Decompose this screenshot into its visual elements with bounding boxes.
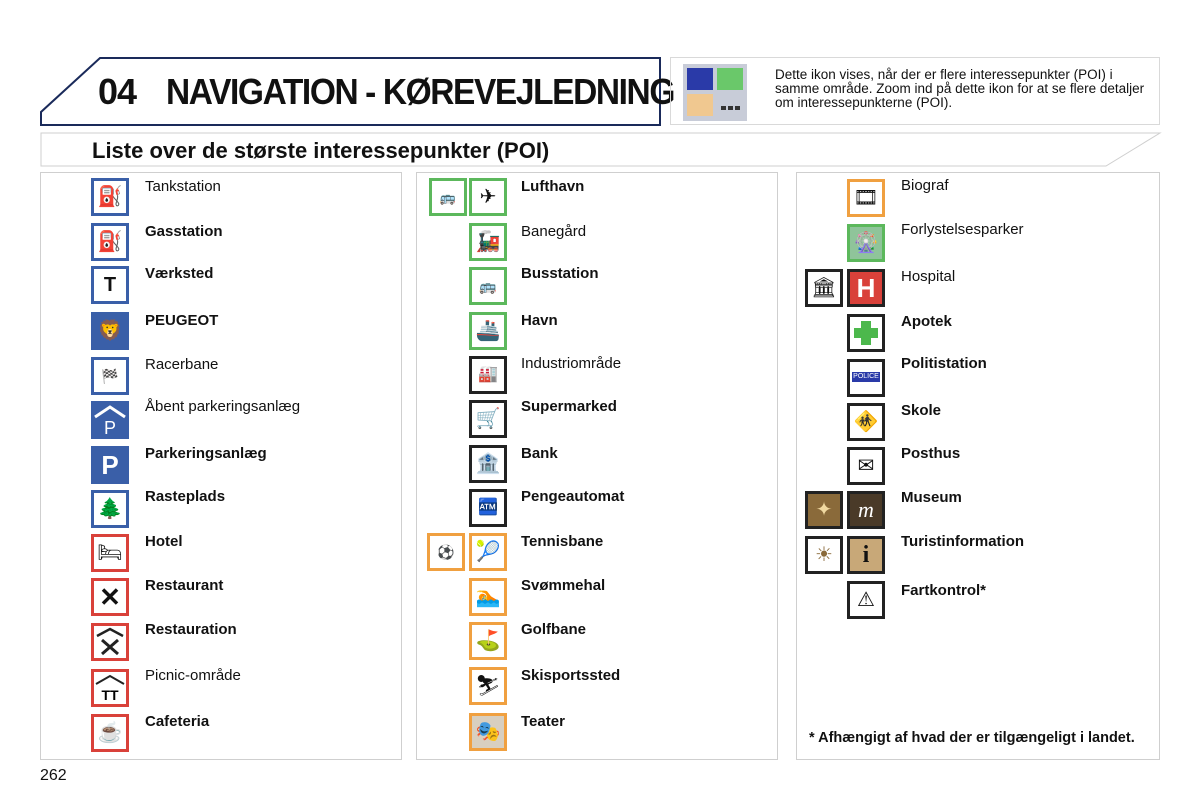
- poi-label: Gasstation: [145, 223, 223, 240]
- poi-label: Bank: [521, 445, 558, 462]
- wrench-icon: T: [91, 266, 129, 304]
- poi-label: Tennisbane: [521, 533, 604, 550]
- industry-icon: 🏭: [469, 356, 507, 394]
- footnote: * Afhængigt af hvad der er tilgængeligt i landet.: [809, 730, 1135, 746]
- poi-label: PEUGEOT: [145, 312, 219, 329]
- poi-label: Racerbane: [145, 356, 219, 373]
- tourist-info-icon: i: [847, 536, 885, 574]
- poi-label: Skole: [901, 402, 942, 419]
- poi-label: Pengeautomat: [521, 488, 625, 505]
- bank-icon: 🏦: [469, 445, 507, 483]
- poi-label: Museum: [901, 489, 962, 506]
- swimmer-icon: 🏊: [469, 578, 507, 616]
- pharmacy-cross-icon: [847, 314, 885, 352]
- poi-label: Busstation: [521, 265, 599, 282]
- envelope-icon: ✉: [847, 447, 885, 485]
- page-number: 262: [40, 767, 67, 784]
- poi-label: Svømmehal: [521, 577, 606, 594]
- hospital-icon: H: [847, 269, 885, 307]
- chapter-number: 04: [98, 71, 137, 112]
- police-label: POLICE: [853, 373, 879, 380]
- poi-label: Banegård: [521, 223, 587, 240]
- picnic-icon: [91, 669, 129, 707]
- skier-icon: ⛷: [469, 667, 507, 705]
- chapter-title: NAVIGATION - KØREVEJLEDNING: [166, 71, 674, 112]
- bus-icon: 🚌: [469, 267, 507, 305]
- bed-icon: 🛏: [91, 534, 129, 572]
- atm-icon: 🏧: [469, 489, 507, 527]
- airplane-icon: ✈: [469, 178, 507, 216]
- poi-label: Rasteplads: [145, 488, 226, 505]
- poi-label: Skisportssted: [521, 667, 621, 684]
- poi-label: Fartkontrol*: [901, 582, 987, 599]
- poi-label: Havn: [521, 312, 558, 329]
- theater-icon: 🎭: [469, 713, 507, 751]
- poi-multi-icon: [683, 64, 747, 121]
- poi-column-2: [416, 172, 778, 760]
- race-track-icon: 🏁: [91, 357, 129, 395]
- poi-label: Golfbane: [521, 621, 587, 638]
- police-icon: [847, 359, 885, 397]
- parking-icon: P: [91, 446, 129, 484]
- poi-label: Åbent parkeringsanlæg: [145, 398, 301, 415]
- cutlery-icon: ✕: [91, 578, 129, 616]
- peugeot-lion-icon: 🦁: [91, 312, 129, 350]
- cinema-film-icon: 🎞: [847, 179, 885, 217]
- info-box: [670, 57, 1160, 125]
- poi-label: Lufthavn: [521, 178, 585, 195]
- coffee-cup-icon: ☕: [91, 714, 129, 752]
- poi-label: Tankstation: [145, 178, 221, 195]
- poi-label: Picnic-område: [145, 667, 241, 684]
- svg-text:P: P: [103, 418, 117, 438]
- poi-label: Biograf: [901, 177, 949, 194]
- poi-label: Restaurant: [145, 577, 224, 594]
- poi-column-1: [40, 172, 402, 760]
- poi-label: Apotek: [901, 313, 952, 330]
- sport-multi-icon: ⚽: [427, 533, 465, 571]
- speed-camera-warning-icon: ⚠: [847, 581, 885, 619]
- svg-text:TT: TT: [101, 687, 119, 703]
- shopping-cart-icon: 🛒: [469, 400, 507, 438]
- gas-pump-icon: ⛽: [91, 223, 129, 261]
- transport-multi-icon: 🚌: [429, 178, 467, 216]
- poi-label: Hotel: [145, 533, 183, 550]
- roadside-restaurant-icon: [91, 623, 129, 661]
- poi-label: Forlystelsesparker: [901, 221, 1024, 238]
- poi-label: Turistinformation: [901, 533, 1025, 550]
- poi-label: Industriområde: [521, 355, 622, 372]
- poi-label: Politistation: [901, 355, 987, 372]
- amusement-park-icon: 🎡: [847, 224, 885, 262]
- poi-column-3: [796, 172, 1160, 760]
- health-multi-icon: 🏛: [805, 269, 843, 307]
- train-icon: 🚂: [469, 223, 507, 261]
- school-children-icon: 🚸: [847, 403, 885, 441]
- rest-area-icon: 🌲: [91, 490, 129, 528]
- poi-label: Restauration: [145, 621, 237, 638]
- poi-label: Værksted: [145, 265, 214, 282]
- tourist-sun-icon: ☀: [805, 536, 843, 574]
- ship-icon: 🚢: [469, 312, 507, 350]
- fuel-pump-icon: ⛽: [91, 178, 129, 216]
- section-title: Liste over de største interessepunkter (POI): [92, 138, 550, 163]
- museum-alt-icon: ✦: [805, 491, 843, 529]
- poi-label: Supermarked: [521, 398, 617, 415]
- info-text: Dette ikon vises, når der er flere interessepunkter (POI) i samme område. Zoom ind på dette ikon for at se flere detaljer om interessepunkterne (POI).: [775, 67, 1145, 110]
- museum-icon: m: [847, 491, 885, 529]
- poi-label: Teater: [521, 713, 565, 730]
- golfer-icon: ⛳: [469, 622, 507, 660]
- poi-label: Hospital: [901, 268, 956, 285]
- poi-label: Posthus: [901, 445, 961, 462]
- poi-label: Cafeteria: [145, 713, 210, 730]
- tennis-icon: 🎾: [469, 533, 507, 571]
- poi-label: Parkeringsanlæg: [145, 445, 267, 462]
- open-parking-icon: [91, 401, 129, 439]
